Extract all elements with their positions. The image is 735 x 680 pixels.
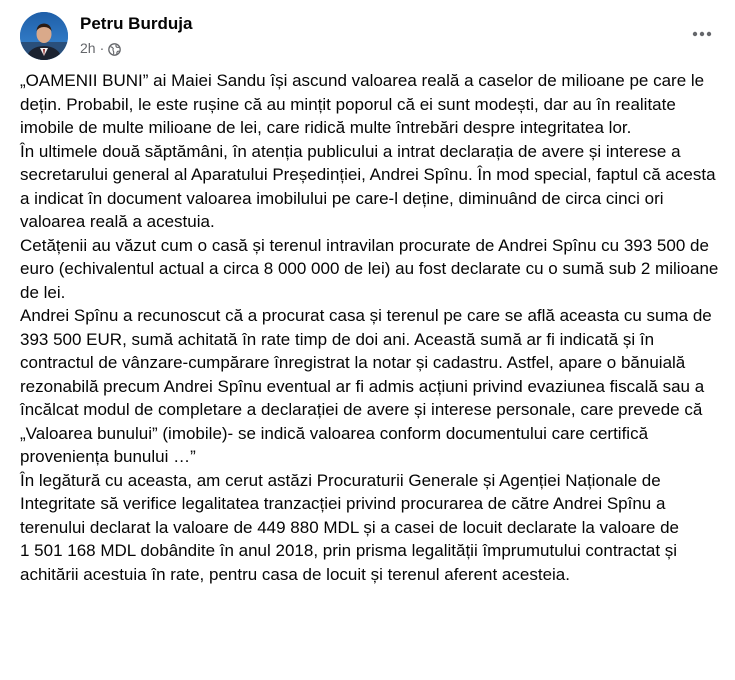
post-paragraph: Andrei Spînu a recunoscut că a procurat casa și terenul pe care se află aceasta cu suma de 393 500 EUR, sumă achitată în rate timp de doi ani. Această sumă ar fi indicată și în contractul de vânzare-cumpărare înregistrat la notar și cadastru. Astfel, apare o bănuială rezonabilă precum Andrei Spînu eventual ar fi admis acțiuni privind evaziunea fiscală sau a încălcat modul de completare a declarației de avere și interese personale, care prevede că „Valoarea bunului” (imobile)- se indică valoarea conform documentului care certifică proveniența bunului …”	[20, 306, 712, 466]
post-text	[20, 69, 720, 586]
post-timestamp[interactable]: 2h	[80, 40, 96, 56]
post-paragraph: „OAMENII BUNI” ai Maiei Sandu își ascund valoarea reală a caselor de milioane pe care le dețin. Probabil, le este rușine că au mințit poporul că ei sunt modești, dar au în realitate imobile de multe milioane de lei, care ridică multe întrebări despre integritatea lor.	[20, 71, 705, 137]
author-block	[80, 13, 480, 57]
post-meta	[80, 39, 480, 57]
author-name[interactable]: Petru Burduja	[80, 14, 193, 33]
avatar[interactable]	[20, 12, 68, 60]
post-paragraph: În ultimele două săptămâni, în atenția publicului a intrat declarația de avere și interese a secretarului general al Aparatului Președinției, Andrei Spînu. În mod special, faptul că acesta a indicat în document valoarea imobilului pe care-l deține, diminuând de circa cinci ori valoarea reală a acestuia.	[20, 141, 716, 231]
post-header	[20, 12, 720, 60]
meta-separator: ·	[99, 40, 105, 56]
post-paragraph: 1 501 168 MDL dobândite în anul 2018, prin prisma legalității împrumutului contractat și achitării acestuia în rate, pentru casa de locuit și terenul aferent acesteia.	[20, 541, 678, 584]
post-paragraph: Cetățenii au văzut cum o casă și terenul intravilan procurate de Andrei Spînu cu 393 500 de euro (echivalentul actual a circa 8 000 000 de lei) au fost declarate cu o sumă sub 2 milioane de lei.	[20, 235, 719, 302]
ellipsis-icon	[692, 31, 712, 37]
more-options-button[interactable]	[684, 16, 720, 52]
post-paragraph: În legătură cu aceasta, am cerut astăzi Procuraturii Generale și Agenției Naționale de Integritate să verifice legalitatea tranzacției privind procurarea de către Andrei Spînu a terenului declarat la valoare de 449 880 MDL și a casei de locuit declarate la valoare de	[20, 470, 679, 537]
profile-photo-icon	[20, 12, 68, 60]
globe-icon[interactable]	[108, 42, 121, 55]
